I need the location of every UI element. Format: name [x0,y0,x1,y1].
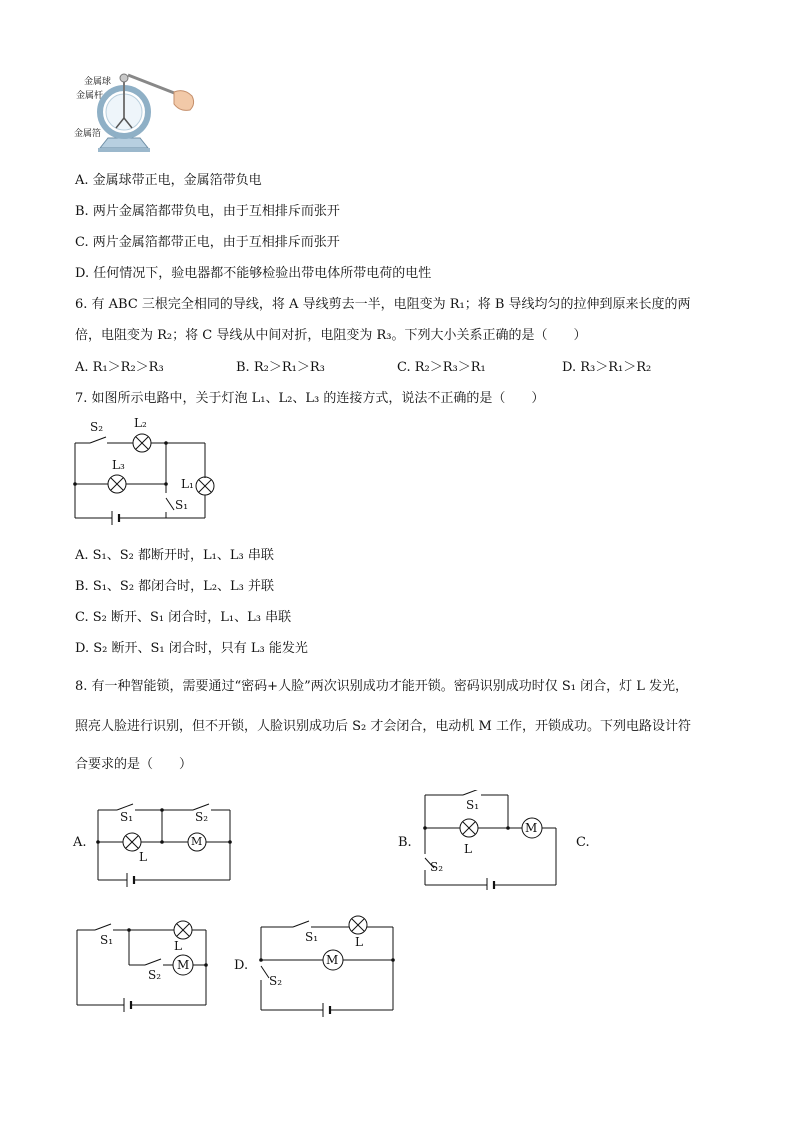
q8-a-label-motor: M [191,835,203,848]
q8-c-label-motor: M [177,958,190,972]
q8-b-label-s1: S₁ [466,798,480,812]
q8-b-label-lamp: L [464,842,472,856]
q6-stem-line-2: 倍，电阻变为 R₂；将 C 导线从中间对折，电阻变为 R₃。下列大小关系正确的是（ ） [75,328,587,343]
q5-option-b: B. 两片金属箔都带负电，由于互相排斥而张开 [75,204,340,219]
q6-stem-line-1: 6. 有 ABC 三根完全相同的导线，将 A 导线剪去一半，电阻变为 R₁；将 B 导线均匀的拉伸到原来长度的两 [75,297,691,312]
q7-label-s1: S₁ [175,498,189,512]
label-metal-foil: 金属箔 [74,129,102,139]
label-metal-ball: 金属球 [84,77,112,87]
q7-option-a: A. S₁、S₂ 都断开时，L₁、L₃ 串联 [75,548,274,563]
q8-option-c-circuit [72,915,217,1015]
q7-circuit-wires [70,418,230,528]
q8-b-wires [420,790,565,890]
q8-option-b-circuit [420,790,565,890]
q8-b-label-s2: S₂ [430,860,444,874]
q8-d-label-s1: S₁ [305,930,319,944]
q8-option-c-letter: C. [576,835,590,850]
q8-d-label-motor: M [326,953,339,967]
q8-option-d-letter: D. [234,958,249,973]
label-metal-rod: 金属杆 [76,91,104,101]
q8-a-label-s1: S₁ [120,810,134,824]
q6-option-d: D. R₃＞R₁＞R₂ [562,360,652,375]
q8-c-label-lamp: L [174,939,182,953]
q7-option-b: B. S₁、S₂ 都闭合时，L₂、L₃ 并联 [75,579,275,594]
q7-label-l2: L₂ [134,416,147,430]
q5-option-d: D. 任何情况下，验电器都不能够检验出带电体所带电荷的电性 [75,266,432,281]
q6-option-a: A. R₁＞R₂＞R₃ [75,360,164,375]
q5-option-c: C. 两片金属箔都带正电，由于互相排斥而张开 [75,235,340,250]
q7-option-d: D. S₂ 断开、S₁ 闭合时，只有 L₃ 能发光 [75,641,308,656]
electroscope-figure [70,68,200,158]
q8-a-label-s2: S₂ [195,810,209,824]
q8-b-label-motor: M [525,821,538,835]
q7-label-l1: L₁ [181,477,194,491]
q8-a-label-lamp: L [139,850,147,864]
q8-c-wires [72,915,217,1015]
q8-stem-line-3: 合要求的是（ ） [75,757,193,772]
q8-option-a-circuit [95,800,235,890]
q7-label-s2: S₂ [90,420,104,434]
q8-stem-line-1: 8. 有一种智能锁，需要通过“密码+人脸”两次识别成功才能开锁。密码识别成功时仅 S₁ 闭合，灯 L 发光， [75,679,689,694]
q8-option-a-letter: A. [73,835,87,850]
q5-option-a: A. 金属球带正电，金属箔带负电 [75,173,262,188]
q7-label-l3: L₃ [112,458,125,472]
q7-circuit-diagram [70,418,230,528]
q8-option-d-circuit [255,910,405,1020]
q8-a-wires [95,800,235,890]
q8-c-label-s1: S₁ [100,933,114,947]
q8-stem-line-2: 照亮人脸进行识别，但不开锁，人脸识别成功后 S₂ 才会闭合，电动机 M 工作，开锁成功。下列电路设计符 [75,719,691,734]
q6-option-b: B. R₂＞R₁＞R₃ [236,360,325,375]
q8-d-label-s2: S₂ [269,974,283,988]
q8-c-label-s2: S₂ [148,968,162,982]
q8-option-b-letter: B. [398,835,412,850]
q7-option-c: C. S₂ 断开、S₁ 闭合时，L₁、L₃ 串联 [75,610,292,625]
q7-stem: 7. 如图所示电路中，关于灯泡 L₁、L₂、L₃ 的连接方式，说法不正确的是（ ） [75,391,545,406]
q8-d-label-lamp: L [355,935,363,949]
q6-option-c: C. R₂＞R₃＞R₁ [397,360,486,375]
